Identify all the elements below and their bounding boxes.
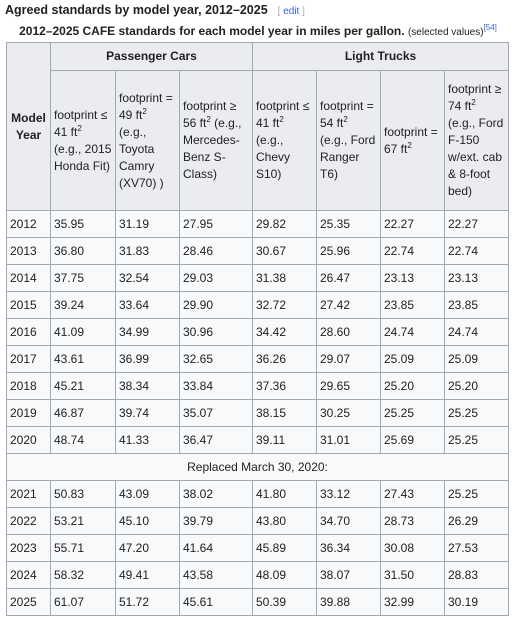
mpg-cell: 43.58 xyxy=(180,562,253,589)
mpg-cell: 35.95 xyxy=(51,211,116,238)
mpg-cell: 25.25 xyxy=(445,427,509,454)
mpg-cell: 25.35 xyxy=(317,211,381,238)
mpg-cell: 25.96 xyxy=(317,238,381,265)
mpg-cell: 36.80 xyxy=(51,238,116,265)
table-row xyxy=(7,265,509,292)
table-row xyxy=(7,535,509,562)
mpg-cell: 51.72 xyxy=(116,589,180,616)
mpg-cell: 30.19 xyxy=(445,589,509,616)
model-year-cell: 2023 xyxy=(7,535,51,562)
mpg-cell: 38.15 xyxy=(253,400,317,427)
mpg-cell: 30.67 xyxy=(253,238,317,265)
mpg-cell: 61.07 xyxy=(51,589,116,616)
caption-main: 2012–2025 CAFE standards for each model year in miles per gallon. xyxy=(19,24,405,38)
mpg-cell: 32.65 xyxy=(180,346,253,373)
model-year-cell: 2012 xyxy=(7,211,51,238)
mpg-cell: 27.42 xyxy=(317,292,381,319)
column-header: footprint = 67 $ft^2$ xyxy=(381,71,445,211)
mpg-cell: 22.74 xyxy=(445,238,509,265)
mpg-cell: 45.61 xyxy=(180,589,253,616)
mpg-cell: 46.87 xyxy=(51,400,116,427)
mpg-cell: 39.79 xyxy=(180,508,253,535)
table-row xyxy=(7,400,509,427)
mpg-cell: 58.32 xyxy=(51,562,116,589)
mpg-cell: 29.07 xyxy=(317,346,381,373)
mpg-cell: 41.64 xyxy=(180,535,253,562)
mpg-cell: 30.96 xyxy=(180,319,253,346)
table-row xyxy=(7,481,509,508)
mpg-cell: 25.20 xyxy=(381,373,445,400)
passenger-cars-header: Passenger Cars xyxy=(51,43,253,71)
mpg-cell: 37.36 xyxy=(253,373,317,400)
mpg-cell: 41.80 xyxy=(253,481,317,508)
mpg-cell: 47.20 xyxy=(116,535,180,562)
mpg-cell: 25.25 xyxy=(445,481,509,508)
mpg-cell: 28.60 xyxy=(317,319,381,346)
mpg-cell: 33.64 xyxy=(116,292,180,319)
mpg-cell: 35.07 xyxy=(180,400,253,427)
mpg-cell: 22.74 xyxy=(381,238,445,265)
model-year-cell: 2016 xyxy=(7,319,51,346)
table-row xyxy=(7,562,509,589)
mpg-cell: 43.09 xyxy=(116,481,180,508)
model-year-cell: 2013 xyxy=(7,238,51,265)
edit-section: [ edit ] xyxy=(277,6,305,17)
mpg-cell: 33.12 xyxy=(317,481,381,508)
mpg-cell: 36.26 xyxy=(253,346,317,373)
mpg-cell: 32.54 xyxy=(116,265,180,292)
mpg-cell: 31.38 xyxy=(253,265,317,292)
mpg-cell: 55.71 xyxy=(51,535,116,562)
mpg-cell: 41.09 xyxy=(51,319,116,346)
mpg-cell: 43.80 xyxy=(253,508,317,535)
mpg-cell: 43.61 xyxy=(51,346,116,373)
table-body xyxy=(7,211,509,616)
edit-link[interactable]: edit xyxy=(283,6,300,17)
mpg-cell: 39.24 xyxy=(51,292,116,319)
mpg-cell: 28.46 xyxy=(180,238,253,265)
section-heading xyxy=(5,3,305,23)
mpg-cell: 29.03 xyxy=(180,265,253,292)
mpg-cell: 25.25 xyxy=(445,400,509,427)
mpg-cell: 29.65 xyxy=(317,373,381,400)
mpg-cell: 27.95 xyxy=(180,211,253,238)
mpg-cell: 23.85 xyxy=(381,292,445,319)
mpg-cell: 23.13 xyxy=(381,265,445,292)
mpg-cell: 37.75 xyxy=(51,265,116,292)
mpg-cell: 34.99 xyxy=(116,319,180,346)
replaced-note: Replaced March 30, 2020: xyxy=(7,454,509,481)
model-year-cell: 2025 xyxy=(7,589,51,616)
mpg-cell: 25.20 xyxy=(445,373,509,400)
table-row xyxy=(7,346,509,373)
section-title: Agreed standards by model year, 2012–2025 xyxy=(5,3,268,17)
header-column-row xyxy=(7,71,509,211)
mpg-cell: 22.27 xyxy=(381,211,445,238)
column-header: footprint = 54 $ft^2$ (e.g., Ford Ranger T6) xyxy=(317,71,381,211)
mpg-cell: 48.74 xyxy=(51,427,116,454)
column-header: footprint ≥ 56 $ft^2$ (e.g., Mercedes-Benz S-Class) xyxy=(180,71,253,211)
mpg-cell: 38.02 xyxy=(180,481,253,508)
mpg-cell: 25.09 xyxy=(445,346,509,373)
mpg-cell: 30.08 xyxy=(381,535,445,562)
table-caption xyxy=(0,23,516,38)
mpg-cell: 45.21 xyxy=(51,373,116,400)
mpg-cell: 26.29 xyxy=(445,508,509,535)
mpg-cell: 25.69 xyxy=(381,427,445,454)
mpg-cell: 36.34 xyxy=(317,535,381,562)
mpg-cell: 31.83 xyxy=(116,238,180,265)
mpg-cell: 25.09 xyxy=(381,346,445,373)
mpg-cell: 26.47 xyxy=(317,265,381,292)
mpg-cell: 48.09 xyxy=(253,562,317,589)
table-row xyxy=(7,319,509,346)
mpg-cell: 41.33 xyxy=(116,427,180,454)
mpg-cell: 28.73 xyxy=(381,508,445,535)
light-trucks-header: Light Trucks xyxy=(253,43,509,71)
caption-note: (selected values) xyxy=(407,27,484,38)
mpg-cell: 22.27 xyxy=(445,211,509,238)
mpg-cell: 34.42 xyxy=(253,319,317,346)
replaced-note-row xyxy=(7,454,509,481)
column-header: footprint ≥ 74 $ft^2$ (e.g., Ford F-150 w/ext. cab & 8-foot bed) xyxy=(445,71,509,211)
column-header: footprint = 49 $ft^2$ (e.g., Toyota Camry (XV70) ) xyxy=(116,71,180,211)
mpg-cell: 45.10 xyxy=(116,508,180,535)
model-year-cell: 2014 xyxy=(7,265,51,292)
mpg-cell: 28.83 xyxy=(445,562,509,589)
mpg-cell: 31.50 xyxy=(381,562,445,589)
mpg-cell: 45.89 xyxy=(253,535,317,562)
mpg-cell: 23.85 xyxy=(445,292,509,319)
mpg-cell: 50.83 xyxy=(51,481,116,508)
mpg-cell: 49.41 xyxy=(116,562,180,589)
reference-link[interactable]: [54] xyxy=(483,23,497,32)
model-year-cell: 2017 xyxy=(7,346,51,373)
mpg-cell: 32.99 xyxy=(381,589,445,616)
model-year-cell: 2021 xyxy=(7,481,51,508)
mpg-cell: 34.70 xyxy=(317,508,381,535)
table-row xyxy=(7,211,509,238)
mpg-cell: 23.13 xyxy=(445,265,509,292)
table-row xyxy=(7,427,509,454)
model-year-cell: 2019 xyxy=(7,400,51,427)
mpg-cell: 38.34 xyxy=(116,373,180,400)
table-row xyxy=(7,589,509,616)
mpg-cell: 33.84 xyxy=(180,373,253,400)
cafe-standards-table xyxy=(6,42,509,616)
model-year-cell: 2024 xyxy=(7,562,51,589)
header-group-row xyxy=(7,43,509,71)
year-header: Model Year xyxy=(7,43,51,211)
model-year-cell: 2018 xyxy=(7,373,51,400)
model-year-cell: 2020 xyxy=(7,427,51,454)
mpg-cell: 31.01 xyxy=(317,427,381,454)
mpg-cell: 25.25 xyxy=(381,400,445,427)
mpg-cell: 50.39 xyxy=(253,589,317,616)
column-header: footprint ≤ 41 $ft^2$ (e.g., Chevy S10) xyxy=(253,71,317,211)
mpg-cell: 36.47 xyxy=(180,427,253,454)
table-row xyxy=(7,508,509,535)
table-row xyxy=(7,373,509,400)
model-year-cell: 2022 xyxy=(7,508,51,535)
mpg-cell: 30.25 xyxy=(317,400,381,427)
mpg-cell: 31.19 xyxy=(116,211,180,238)
mpg-cell: 24.74 xyxy=(381,319,445,346)
mpg-cell: 29.90 xyxy=(180,292,253,319)
mpg-cell: 39.74 xyxy=(116,400,180,427)
table-row xyxy=(7,292,509,319)
mpg-cell: 39.11 xyxy=(253,427,317,454)
table-row xyxy=(7,238,509,265)
mpg-cell: 38.07 xyxy=(317,562,381,589)
mpg-cell: 39.88 xyxy=(317,589,381,616)
mpg-cell: 24.74 xyxy=(445,319,509,346)
mpg-cell: 29.82 xyxy=(253,211,317,238)
mpg-cell: 53.21 xyxy=(51,508,116,535)
mpg-cell: 32.72 xyxy=(253,292,317,319)
mpg-cell: 27.53 xyxy=(445,535,509,562)
mpg-cell: 27.43 xyxy=(381,481,445,508)
mpg-cell: 36.99 xyxy=(116,346,180,373)
column-header: footprint ≤ 41 $ft^2$ (e.g., 2015 Honda Fit) xyxy=(51,71,116,211)
model-year-cell: 2015 xyxy=(7,292,51,319)
